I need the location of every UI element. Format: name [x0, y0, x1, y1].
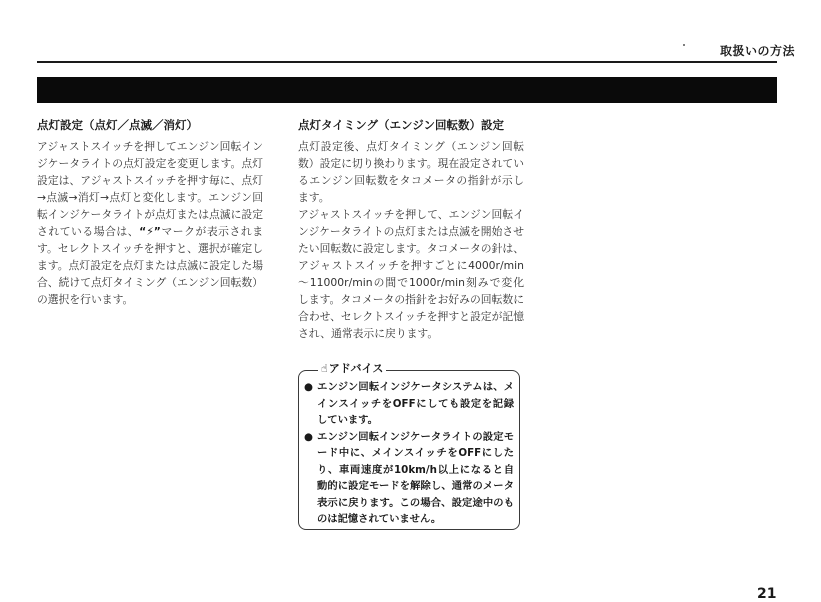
lighting-setting-text-1: アジャストスイッチを押してエンジン回転インジケータライトの点灯設定を変更します。点灯設定は、アジャストスイッチを押す毎に、点灯→点滅→消灯→点灯と変化します。エンジン回転インジケータライトが点灯または点滅に設定されている場合は、 [37, 140, 263, 238]
advice-item-text: エンジン回転インジケータライトの設定モード中に、メインスイッチをOFFにしたり、車両速度が10km/h以上になると自動的に設定モードを解除し、通常のメータ表示に戻ります。この場合、設定途中のものは記憶されていません。 [317, 430, 514, 525]
section-running-head: 取扱いの方法 [719, 44, 795, 58]
advice-item [304, 429, 514, 528]
advice-label [318, 362, 386, 376]
advice-item-text: エンジン回転インジケータシステムは、メインスイッチをOFFにしても設定を記録しています。 [317, 381, 514, 426]
lighting-setting-body [37, 138, 263, 308]
advice-item [304, 379, 514, 429]
timing-paragraph-2: アジャストスイッチを押して、エンジン回転インジケータライトの点灯または点滅を開始させたい回転数に設定します。タコメータの針は、アジャストスイッチを押すごとに4000r/min～11000r/minの間で1000r/min刻みで変化します。タコメータの指針をお好みの回転数に合わせ、セレクトスイッチを押すと設定が記憶され、通常表示に戻ります。 [298, 208, 524, 340]
page-number: 21 [757, 586, 777, 602]
advice-label-text: アドバイス [328, 362, 384, 375]
timing-paragraph-1: 点灯設定後、点灯タイミング（エンジン回転数）設定に切り換わります。現在設定されているエンジン回転数をタコメータの指針が示します。 [298, 140, 524, 204]
left-column [37, 117, 263, 308]
lighting-setting-text-2: マークが表示されます。セレクトスイッチを押すと、選択が確定します。点灯設定を点灯または点滅に設定した場合、続けて点灯タイミング（エンジン回転数）の選択を行います。 [37, 225, 263, 306]
lighting-setting-title: 点灯設定（点灯／点滅／消灯） [37, 118, 198, 132]
timing-setting-title: 点灯タイミング（エンジン回転数）設定 [298, 118, 504, 132]
timing-setting-body [298, 138, 524, 342]
lightning-mark-icon: “⚡” [139, 225, 161, 238]
header-black-band [37, 77, 777, 103]
bullet-icon: ● [304, 381, 313, 393]
advice-list [304, 379, 514, 528]
right-column [298, 117, 524, 342]
pointing-hand-icon: ☝ [321, 362, 328, 375]
header-rule [37, 61, 777, 63]
bullet-icon: ● [304, 430, 313, 443]
